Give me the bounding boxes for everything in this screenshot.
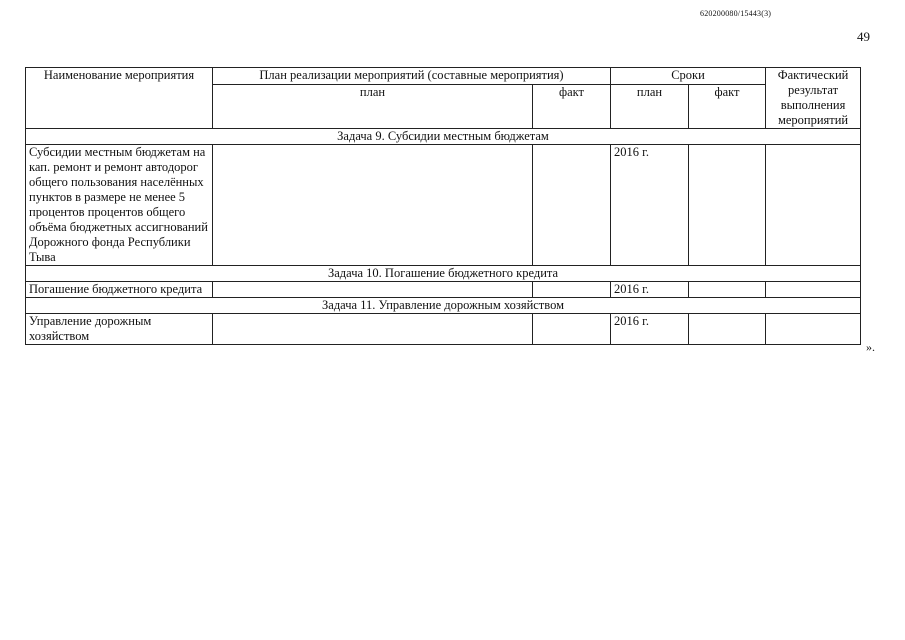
plan-cell	[213, 145, 533, 266]
result-cell	[766, 282, 861, 298]
plan-cell	[213, 314, 533, 345]
task-9-title: Задача 9. Субсидии местным бюджетам	[26, 129, 861, 145]
plan-cell	[213, 282, 533, 298]
fact-cell	[533, 282, 611, 298]
activity-name-cell: Субсидии местным бюджетам на кап. ремонт и ремонт автодорог общего пользования населённых пунктов в размере не менее 5 процентов процентов общего объёма бюджетных ассигнований Дорожного фонда Республики Тыва	[26, 145, 213, 266]
task-row	[26, 298, 861, 314]
result-cell	[766, 314, 861, 345]
terms-fact-cell	[689, 314, 766, 345]
task-11-title: Задача 11. Управление дорожным хозяйством	[26, 298, 861, 314]
activity-name-cell: Управление дорожным хозяйством	[26, 314, 213, 345]
page-number: 49	[857, 29, 870, 44]
header-terms-fact: факт	[689, 85, 766, 129]
table-row	[26, 145, 861, 266]
terms-plan-cell: 2016 г.	[611, 145, 689, 266]
terms-fact-cell	[689, 145, 766, 266]
terms-plan-cell: 2016 г.	[611, 282, 689, 298]
activities-table	[25, 67, 861, 345]
fact-cell	[533, 145, 611, 266]
table-row	[26, 314, 861, 345]
header-plan: план	[213, 85, 533, 129]
header-terms: Сроки	[611, 68, 766, 85]
table-header-row	[26, 68, 861, 85]
header-fact: факт	[533, 85, 611, 129]
activity-name-cell: Погашение бюджетного кредита	[26, 282, 213, 298]
document-code: 620200080/15443(3)	[700, 9, 772, 18]
terms-plan-cell: 2016 г.	[611, 314, 689, 345]
task-row	[26, 129, 861, 145]
table-row	[26, 282, 861, 298]
closing-quote-mark: ».	[866, 340, 875, 354]
terms-fact-cell	[689, 282, 766, 298]
header-terms-plan: план	[611, 85, 689, 129]
task-row	[26, 266, 861, 282]
fact-cell	[533, 314, 611, 345]
header-plan-group: План реализации мероприятий (составные мероприятия)	[213, 68, 611, 85]
task-10-title: Задача 10. Погашение бюджетного кредита	[26, 266, 861, 282]
result-cell	[766, 145, 861, 266]
header-activity-name: Наименование мероприятия	[26, 68, 213, 129]
header-actual-result: Фактический результат выполнения мероприятий	[766, 68, 861, 129]
